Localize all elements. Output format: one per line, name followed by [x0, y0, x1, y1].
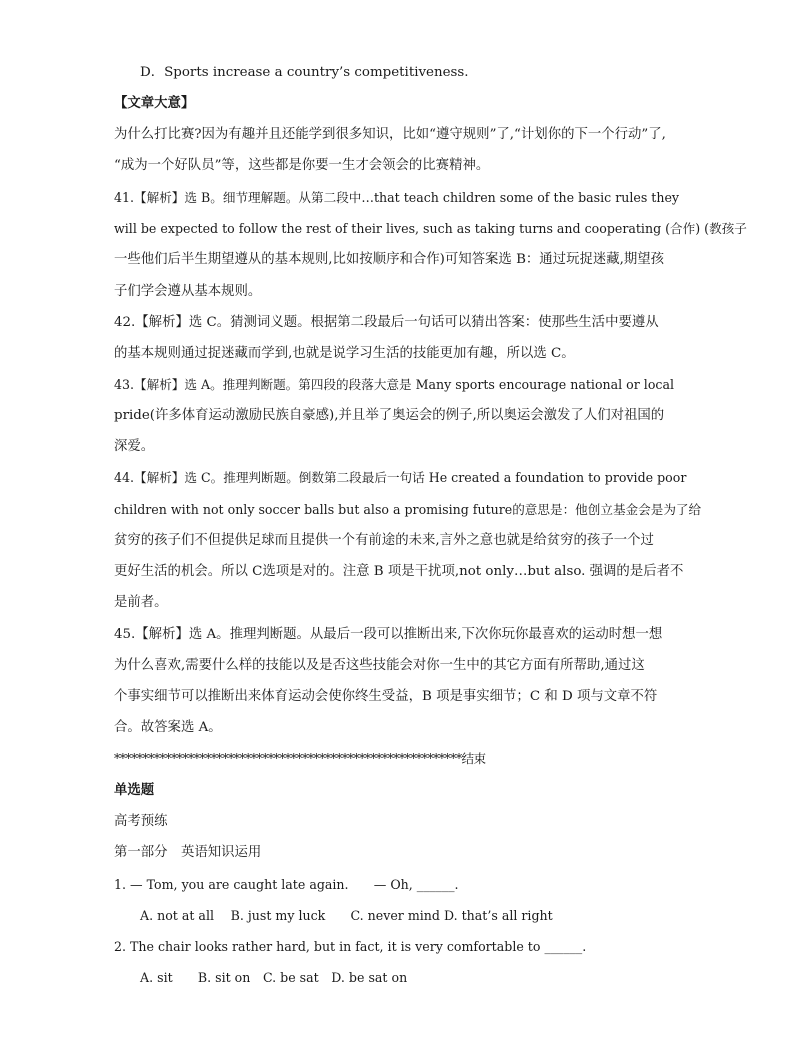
section-heading: 【文章大意】 [114, 96, 195, 111]
answer-44-line: 贫穷的孩子们不但提供足球而且提供一个有前途的未来,言外之意也就是给贫穷的孩子一个过 [114, 533, 654, 548]
summary-line: 为什么打比赛?因为有趣并且还能学到很多知识，比如“遵守规则”了,“计划你的下一个行动”了, [114, 127, 666, 142]
answer-45-line: 个事实细节可以推断出来体育运动会使你终生受益，B 项是事实细节；C 和 D 项与文章不符 [114, 689, 658, 704]
heading-part1: 第一部分 英语知识运用 [114, 845, 262, 860]
answer-44-line: 更好生活的机会。所以 C选项是对的。注意 B 项是干扰项,not only…but also. 强调的是后者不 [114, 564, 684, 579]
answer-43-line: 深爱。 [114, 439, 155, 454]
heading-single-choice: 单选题 [114, 783, 155, 798]
option-d: D．Sports increase a country’s competitiveness. [140, 65, 469, 80]
answer-45-line: 45.【解析】选 A。推理判断题。从最后一段可以推断出来,下次你玩你最喜欢的运动时想一想 [114, 627, 663, 642]
answer-44-line: 是前者。 [114, 595, 168, 610]
heading-practice: 高考预练 [114, 814, 168, 829]
question-2-stem: 2. The chair looks rather hard, but in fact, it is very comfortable to ______. [114, 939, 587, 954]
answer-41-line: 41.【解析】选 B。细节理解题。从第二段中…that teach children some of the basic rules they [114, 190, 680, 205]
answer-45-line: 为什么喜欢,需要什么样的技能以及是否这些技能会对你一生中的其它方面有所帮助,通过这 [114, 658, 645, 673]
answer-44-line: children with not only soccer balls but also a promising future的意思是：他创立基金会是为了给 [114, 502, 702, 517]
answer-41-line: will be expected to follow the rest of their lives, such as taking turns and cooperating (合作) (教孩子 [114, 221, 747, 236]
answer-41-line: 子们学会遵从基本规则。 [114, 284, 262, 299]
answer-44-line: 44.【解析】选 C。推理判断题。倒数第二段最后一句话 He created a foundation to provide poor [114, 470, 687, 485]
question-1-stem: 1. — Tom, you are caught late again. — Oh, ______. [114, 877, 459, 892]
answer-45-line: 合。故答案选 A。 [114, 720, 222, 735]
answer-43-line: 43.【解析】选 A。推理判断题。第四段的段落大意是 Many sports encourage national or local [114, 377, 674, 392]
answer-42-line: 的基本规则通过捉迷藏而学到,也就是说学习生活的技能更加有趣，所以选 C。 [114, 346, 575, 361]
answer-42-line: 42.【解析】选 C。猜测词义题。根据第二段最后一句话可以猜出答案：使那些生活中要遵从 [114, 315, 659, 330]
answer-41-line: 一些他们后半生期望遵从的基本规则,比如按顺序和合作)可知答案选 B：通过玩捉迷藏,期望孩 [114, 252, 665, 267]
separator-line: *************************************************************结束 [114, 751, 486, 766]
answer-43-line: pride(许多体育运动激励民族自豪感),并且举了奥运会的例子,所以奥运会激发了人们对祖国的 [114, 408, 665, 423]
summary-line: “成为一个好队员”等，这些都是你要一生才会领会的比赛精神。 [114, 158, 490, 173]
question-1-options: A. not at all B. just my luck C. never mind D. that’s all right [140, 908, 553, 923]
question-2-options: A. sit B. sit on C. be sat D. be sat on [140, 970, 408, 985]
